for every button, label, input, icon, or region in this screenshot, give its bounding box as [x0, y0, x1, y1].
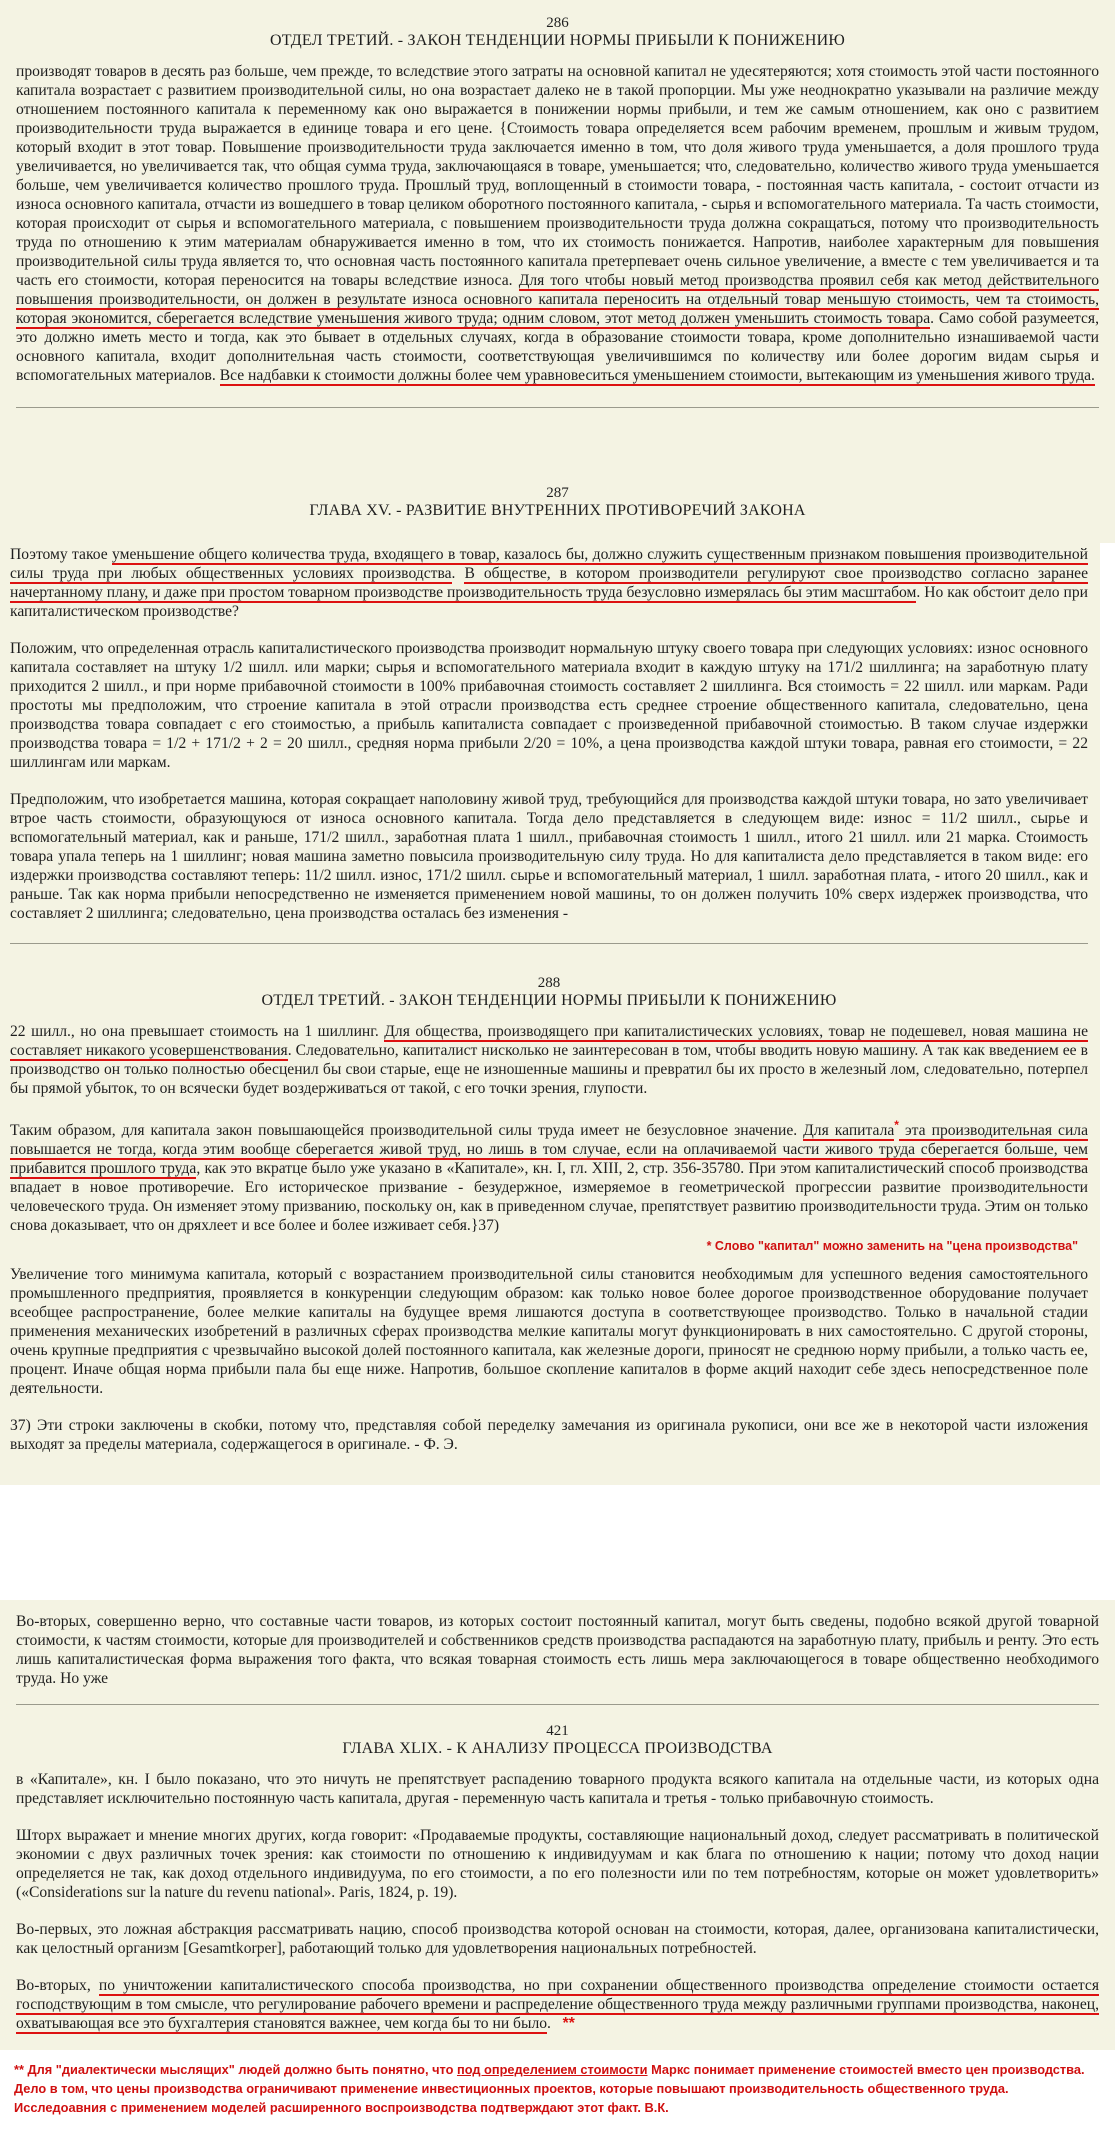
paragraph: 22 шилл., но она превышает стоимость на 1 шиллинг. Для общества, производящего при капиталистических условиях, товар не подешевел, новая машина не составляет никакого усовершенствования. Следовательно, капиталист нисколько не заинтересован в том, чтобы вводить новую машину. А так как введением ее в производство он только полностью обесценил бы свои старые, еще не изношенные машины и превратил бы их просто в железный лом, следовательно, потерпел бы прямой убыток, то он всячески будет воздерживаться от такой, с его точки зрения, глупости. [10, 1023, 1088, 1097]
paragraph: в «Капитале», кн. I было показано, что это ничуть не препятствует распадению товарного продукта всякого капитала на отдельные части, из которых одна представляет исключительно постоянную часть капитала, другая - переменную часть капитала и третья - только прибавочную стоимость. [16, 1771, 1099, 1807]
page-divider [10, 943, 1088, 944]
paragraph: Увеличение того минимума капитала, который с возрастанием производительной силы становится необходимым для успешного ведения самостоятельного промышленного предприятия, проявляется в конкуренции следующим образом: как только новое более дорогое производственное оборудование получает всеобщее распространение, более мелкие капиталы на будущее время лишаются доступа в соответствующее производство. Только в начальной стадии применения механических изобретений в различных сферах производства мелкие капиталы могут функционировать в них самостоятельно. С другой стороны, очень крупные предприятия с чрезвычайно высокой долей постоянного капитала, как железные дороги, приносят не среднюю норму прибыли, а только часть ее, процент. Иначе общая норма прибыли пала бы еще ниже. Напротив, большое скопление капиталов в форме акций находит себе здесь непосредственное поле деятельности. [10, 1266, 1088, 1398]
page-number: 286 [546, 15, 569, 31]
page-number: 288 [537, 975, 561, 991]
paragraph: производят товаров в десять раз больше, чем прежде, то вследствие этого затраты на основной капитал не удесятеряются; хотя стоимость этой части постоянного капитала возрастает с развитием производительной силы, но она возрастает далеко не в такой пропорции. Мы уже неоднократно указывали на различие между отношением постоянного капитала к переменному как оно выражается в понижении нормы прибыли, и тем же самым отношением, как оно с развитием производительности труда выражается в единице товара и его цене. {Стоимость товара определяется всем рабочим временем, прошлым и живым трудом, который входит в этот товар. Повышение производительности труда заключается именно в том, что доля живого труда уменьшается, а доля прошлого труда увеличивается, но увеличивается так, что общая сумма труда, заключающаяся в товаре, уменьшается; что, следовательно, количество живого труда уменьшается больше, чем увеличивается количество прошлого труда. Прошлый труд, воплощенный в стоимости товара, - постоянная часть капитала, - состоит отчасти из износа основного капитала, отчасти из вошедшего в товар целиком оборотного постоянного капитала, - сырья и вспомогательного материала. Та часть стоимости, которая происходит от сырья и вспомогательного материала, с повышением производительности труда должна сокращаться, потому что производительность труда по отношению к этим материалам обнаруживается именно в том, что их стоимость понижается. Напротив, наиболее характерным для повышения производительной силы труда является то, что основная часть постоянного капитала претерпевает очень сильное увеличение, а вместе с тем увеличивается и та часть его стоимости, которая переносится на товары вследствие износа. Для того чтобы новый метод производства проявил себя как метод действительного повышения производительности, он должен в результате износа основного капитала переносить на отдельный товар меньшую стоимость, чем та стоимость, которая экономится, сберегается вследствие уменьшения живого труда; одним словом, этот метод должен уменьшить стоимость товара. Само собой разумеется, это должно иметь место и тогда, как это бывает в отдельных случаях, когда в образование стоимости товара, кроме дополнительно изнашиваемой части основного капитала, входит дополнительная часть стоимости, соответствующая увеличившимся по количеству или более дорогим видам сырья и вспомогательных материалов. Все надбавки к стоимости должны более чем уравновеситься уменьшением стоимости, вытекающим из уменьшения живого труда. [16, 63, 1099, 384]
paragraph: Во-первых, это ложная абстракция рассматривать нацию, способ производства которой основан на стоимости, которая, далее, организована капиталистически, как целостный организм [Gesamtkorper], работающий только для удовлетворения национальных потребностей. [16, 1921, 1099, 1957]
page-288-panel [0, 955, 1100, 1485]
page-number: 287 [546, 485, 569, 501]
paragraph: Положим, что определенная отрасль капиталистического производства производит нормальную штуку своего товара при следующих условиях: износ основного капитала составляет на штуку 1/2 шилл. или марки; сырья и вспомогательного материала входит в каждую штуку на 171/2 шиллинга; на заработную плату приходится 2 шилл., и при норме прибавочной стоимости в 100% прибавочная стоимость составляет 2 шиллинга. Вся стоимость = 22 шилл. или маркам. Ради простоты мы предположим, что строение капитала в этой отрасли производства есть среднее строение общественного капитала, следовательно, цена производства товара совпадает с его стоимостью, а прибыль капиталиста совпадает с произведенной прибавочной стоимостью. В таком случае издержки производства товара = 1/2 + 171/2 + 2 = 20 шилл., средняя норма прибыли 2/20 = 10%, а цена производства каждой штуки товара, равная его стоимости, = 22 шиллингам или маркам. [10, 640, 1088, 771]
section-heading: ГЛАВА XLIX. - К АНАЛИЗУ ПРОЦЕССА ПРОИЗВОДСТВА [342, 1740, 773, 1757]
annotation-note: * Слово "капитал" можно заменить на "цена производства" [706, 1239, 1078, 1254]
underlined-passage: Для капитала [803, 1122, 895, 1140]
section-heading: ГЛАВА XV. - РАЗВИТИЕ ВНУТРЕННИХ ПРОТИВОРЕЧИЙ ЗАКОНА [309, 502, 806, 519]
page-421-panel [0, 1600, 1115, 2050]
underlined-passage: Для общества, производящего при капиталистических условиях, товар не подешевел, новая машина не составляет никакого усовершенствования [10, 1023, 1088, 1059]
author-footnote: ** Для "диалектически мыслящих" людей должно быть понятно, что под определением стоимости Маркс понимает применение стоимостей вместо цен производства. Дело в том, что цены производства ограничивают применение инвестиционных проектов, которые повышают производительность общественного труда. Исследоавния с применением моделей расширенного воспроизводства подтверждают этот факт. В.К. [0, 2060, 1115, 2117]
page-287-body [0, 535, 1100, 955]
underlined-passage: уменьшение общего количества труда, входящего в товар, казалось бы, должно служить существенным признаком повышения производительной силы труда при любых общественных условиях производства [10, 546, 1088, 582]
paragraph: Предположим, что изобретается машина, которая сокращает наполовину живой труд, требующийся для производства каждой штуки товара, но зато увеличивает втрое часть стоимости, образующуюся от износа основного капитала. Тогда дело представляется в следующем виде: износ = 11/2 шилл., сырье и вспомогательный материал, как и раньше, 171/2 шилл., заработная плата 1 шилл., прибавочная стоимость 1 шилл., итого 21 шилл. или 21 марка. Стоимость товара упала теперь на 1 шиллинг; новая машина заметно повысила производительную силу труда. Но для капиталиста дело представляется в таком виде: его издержки производства составляют теперь: 11/2 шилл. износ, 171/2 шилл. сырье и вспомогательный материал, 1 шилл. заработная плата, - итого 20 шилл., как и раньше. Так как норма прибыли непосредственно не изменяется применением новой машины, то он должен получить 10% сверх издержек производства, что составляет 2 шиллинга; следовательно, цена производства осталась без изменения - [10, 791, 1088, 922]
page-number: 421 [546, 1723, 569, 1739]
paragraph: Шторх выражает и мнение многих других, когда говорит: «Продаваемые продукты, составляющие национальный доход, следует рассматривать в политической экономии с двух различных точек зрения: как стоимости по отношению к индивидуумам и как блага по отношению к нации; потому что доход нации определяется не так, как доход отдельного индивидуума, по его стоимости, а по его полезности или по тем потребностям, которые он может удовлетворить» («Considerations sur la nature du revenu national». Paris, 1824, p. 19). [16, 1827, 1099, 1901]
paragraph: Таким образом, для капитала закон повышающейся производительной силы труда имеет не безусловное значение. Для капитала* эта производительная сила повышается не тогда, когда этим вообще сберегается живой труд, но лишь в том случае, если на оплачиваемой части живого труда сберегается больше, чем прибавится прошлого труда, как это вкратце было уже указано в «Капитале», кн. I, гл. XIII, 2, стр. 356-35780. При этом капиталистический способ производства впадает в новое противоречие. Его историческое призвание - безудержное, измеряемое в геометрической прогрессии развитие производительности человеческого труда. Он изменяет этому призванию, поскольку он, как в приведенном случае, препятствует развитию производительности труда. Этим он только снова доказывает, что он дряхлеет и все более и более изживает себя.}37) [10, 1118, 1088, 1235]
page-287-panel [0, 475, 1115, 543]
section-heading: ОТДЕЛ ТРЕТИЙ. - ЗАКОН ТЕНДЕНЦИИ НОРМЫ ПРИБЫЛИ К ПОНИЖЕНИЮ [270, 32, 845, 49]
underlined-passage: Для того чтобы новый метод производства проявил себя как метод действительного повышения производительности, он должен в результате износа основного капитала переносить на отдельный товар меньшую стоимость, чем та стоимость, которая экономится, сберегается вследствие уменьшения живого труда; одним словом, этот метод должен уменьшить стоимость товара [16, 272, 1099, 327]
page-286-panel [0, 0, 1115, 475]
section-heading: ОТДЕЛ ТРЕТИЙ. - ЗАКОН ТЕНДЕНЦИИ НОРМЫ ПРИБЫЛИ К ПОНИЖЕНИЮ [261, 992, 837, 1009]
paragraph: Поэтому такое уменьшение общего количества труда, входящего в товар, казалось бы, должно служить существенным признаком повышения производительной силы труда при любых общественных условиях производства. В обществе, в котором производители регулируют свое производство согласно заранее начертанному плану, и даже при простом товарном производстве производительность труда безусловно измерялась бы этим масштабом. Но как обстоит дело при капиталистическом производстве? [10, 546, 1089, 620]
underlined-passage: по уничтожении капиталистического способа производства, но при сохранении общественного производства определение стоимости остается господствующим в том смысле, что регулирование рабочего времени и распределение общественного труда между различными группами производства, наконец, охватывающая все это бухгалтерия становятся важнее, чем когда бы то ни было [16, 1977, 1099, 2032]
page-divider [16, 407, 1099, 408]
underlined-passage: В обществе, в котором производители регулируют свое производство согласно заранее начертанному плану, и даже при простом товарном производстве производительность труда безусловно измерялась бы этим масштабом [10, 565, 1089, 601]
footnote-paragraph: 37) Эти строки заключены в скобки, потому что, представляя собой переделку замечания из оригинала рукописи, они все же в некоторой части изложения выходят за пределы материала, содержащегося в оригинале. - Ф. Э. [10, 1417, 1088, 1454]
underlined-term: под определением стоимости [456, 2062, 648, 2077]
underlined-passage: эта производительная сила повышается не тогда, когда этим вообще сберегается живой труд, но лишь в том случае, если на оплачиваемой части живого труда сберегается больше, чем прибавится прошлого труда [10, 1122, 1088, 1178]
double-asterisk-marker: ** [562, 2015, 575, 2032]
asterisk-marker: * [894, 1118, 899, 1132]
underlined-passage: Все надбавки к стоимости должны более чем уравновеситься уменьшением стоимости, вытекающим из уменьшения живого труда. [219, 367, 1095, 384]
paragraph: Во-вторых, по уничтожении капиталистического способа производства, но при сохранении общественного производства определение стоимости остается господствующим в том смысле, что регулирование рабочего времени и распределение общественного труда между различными группами производства, наконец, охватывающая все это бухгалтерия становятся важнее, чем когда бы то ни было. ** [16, 1977, 1099, 2032]
paragraph: Во-вторых, совершенно верно, что составные части товаров, из которых состоит постоянный капитал, могут быть сведены, подобно всякой другой товарной стоимости, к частям стоимости, которые для производителей и собственников средств производства распадаются на заработную плату, прибыль и ренту. Это есть лишь капиталистическая форма выражения того факта, что всякая товарная стоимость есть лишь мера заключающегося в товаре общественно необходимого труда. Но уже [16, 1613, 1099, 1687]
